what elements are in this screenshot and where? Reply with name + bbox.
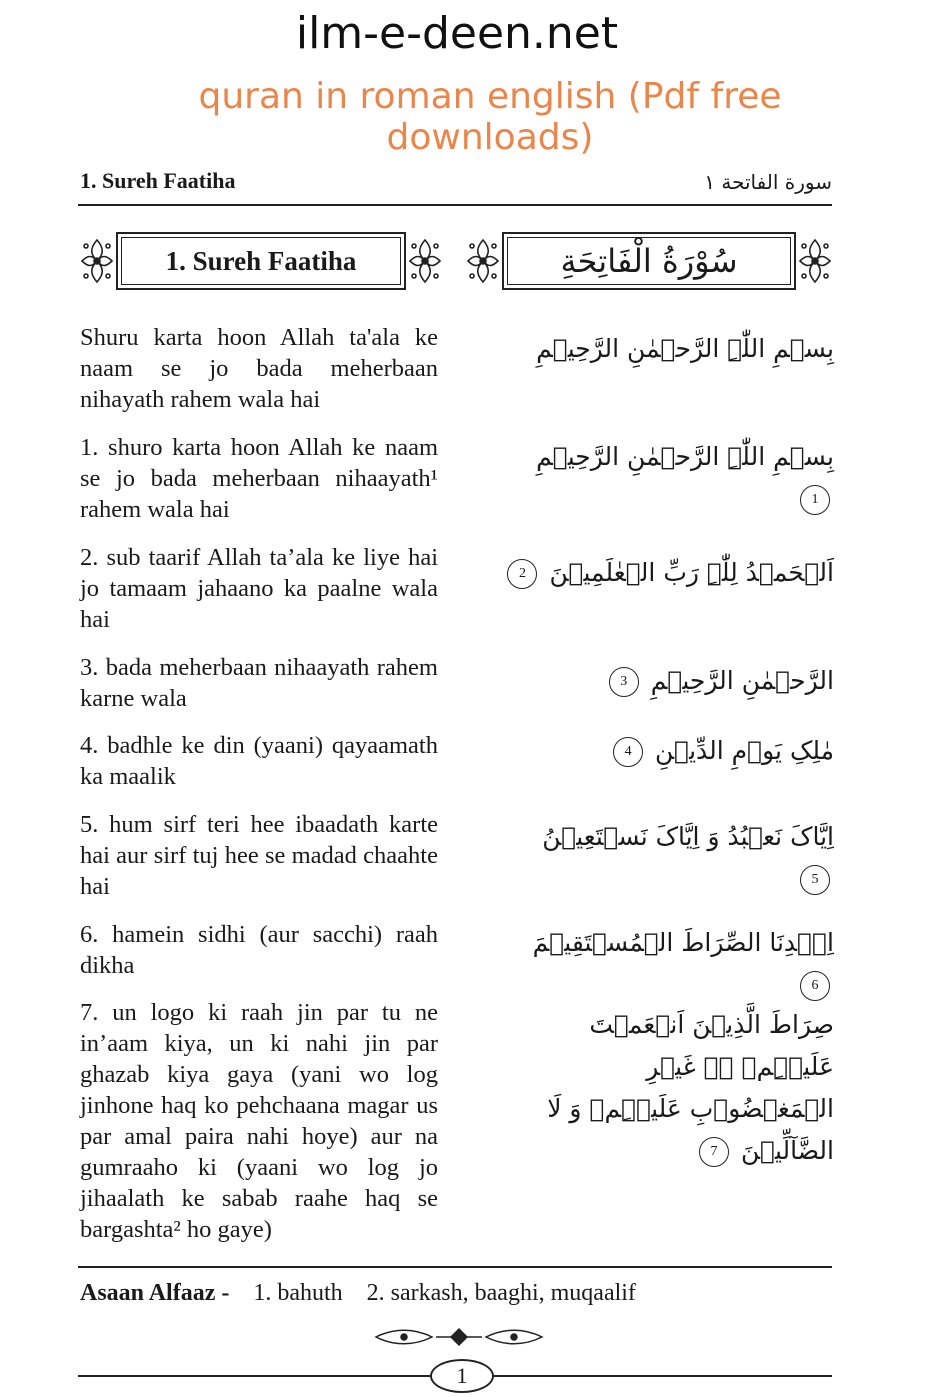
site-title: ilm-e-deen.net [295, 8, 619, 59]
floral-ornament-icon [798, 238, 832, 284]
glossary-label: Asaan Alfaaz - [80, 1280, 230, 1306]
verse-translation-3: 3. bada meherbaan nihaayath rahem karne wala [80, 654, 438, 712]
floral-ornament-icon [80, 238, 114, 284]
verse-translation-6: 6. hamein sidhi (aur sacchi) raah dikha [80, 921, 438, 979]
footer-divider [78, 1266, 832, 1268]
arabic-title-frame [502, 232, 796, 290]
footer-ornament-icon [374, 1326, 544, 1348]
running-head-arabic: سورة الفاتحة ١ [704, 170, 832, 194]
verse-arabic-3 [504, 660, 834, 702]
ayah-number-marker: 4 [613, 737, 643, 767]
arabic-text: الرَّحۡمٰنِ الرَّحِیۡمِ [650, 666, 834, 695]
arabic-text: اِہۡدِنَا الصِّرَاطَ الۡمُسۡتَقِیۡمَ [532, 928, 834, 957]
floral-ornament-icon [466, 238, 500, 284]
ayah-number-marker: 1 [800, 485, 830, 515]
verse-arabic-1 [504, 436, 834, 520]
verse-translation-4: 4. badhle ke din (yaani) qayaamath ka maalik [80, 732, 438, 790]
verse-arabic-6 [504, 922, 834, 1006]
verse-arabic-5 [504, 816, 834, 900]
glossary [80, 1280, 654, 1307]
ayah-number-marker: 7 [699, 1137, 729, 1167]
verse-arabic-basmala [504, 328, 834, 370]
arabic-text: اَلۡحَمۡدُ لِلّٰہِ رَبِّ الۡعٰلَمِیۡنَ [549, 558, 834, 587]
arabic-text: بِسۡمِ اللّٰہِ الرَّحۡمٰنِ الرَّحِیۡمِ [536, 334, 834, 363]
verse-arabic-4 [504, 730, 834, 772]
ayah-number-marker: 3 [609, 667, 639, 697]
english-title-banner [80, 232, 442, 290]
verse-translation-2: 2. sub taarif Allah ta’ala ke liye hai jo tamaam jahaano ka paalne wala hai [80, 544, 438, 633]
glossary-item: 2. sarkash, baaghi, muqaalif [366, 1280, 636, 1306]
arabic-title-banner [466, 232, 832, 290]
arabic-text: مٰلِکِ یَوۡمِ الدِّیۡنِ [655, 736, 834, 765]
arabic-text: اِیَّاکَ نَعۡبُدُ وَ اِیَّاکَ نَسۡتَعِیۡنُ [542, 822, 834, 851]
verse-translation-basmala: Shuru karta hoon Allah ta'ala ke naam se jo bada meherbaan nihayath rahem wala hai [80, 324, 438, 413]
site-subtitle: quran in roman english (Pdf free downloads) [198, 76, 782, 158]
verse-arabic-7 [504, 1004, 834, 1172]
running-head-english: 1. Sureh Faatiha [80, 168, 236, 193]
english-title-frame [116, 232, 406, 290]
floral-ornament-icon [408, 238, 442, 284]
arabic-text: بِسۡمِ اللّٰہِ الرَّحۡمٰنِ الرَّحِیۡمِ [536, 442, 834, 471]
glossary-item: 1. bahuth [253, 1280, 343, 1306]
verse-arabic-2 [504, 552, 834, 594]
surah-english-title: 1. Sureh Faatiha [165, 245, 357, 276]
page-number: 1 [430, 1359, 494, 1393]
surah-arabic-title: سُوْرَةُ الْفَاتِحَةِ [560, 242, 738, 280]
header-divider [78, 204, 832, 206]
ayah-number-marker: 5 [800, 865, 830, 895]
verse-translation-1: 1. shuro karta hoon Allah ke naam se jo bada meherbaan nihaayath¹ rahem wala hai [80, 434, 438, 523]
verse-translation-7: 7. un logo ki raah jin par tu ne in’aam kiya, un ki nahi jin par ghazab kiya gaya (yani wo log jinhone haq ko pehchaana magar us par amal paira nahi hoye) aur na gumraaho ki (yaani wo log jo jihaalath ke sabab raahe haq se bargashta² ho gaye) [80, 999, 438, 1243]
verse-translation-5: 5. hum sirf teri hee ibaadath karte hai aur sirf tuj hee se madad chaahte hai [80, 811, 438, 900]
ayah-number-marker: 2 [507, 559, 537, 589]
ayah-number-marker: 6 [800, 971, 830, 1001]
arabic-text: صِرَاطَ الَّذِیۡنَ اَنۡعَمۡتَ عَلَیۡہِمۡ ۬ۙ غَیۡرِ الۡمَغۡضُوۡبِ عَلَیۡہِمۡ وَ لَا الضَّآلِّیۡنَ [547, 1010, 834, 1165]
